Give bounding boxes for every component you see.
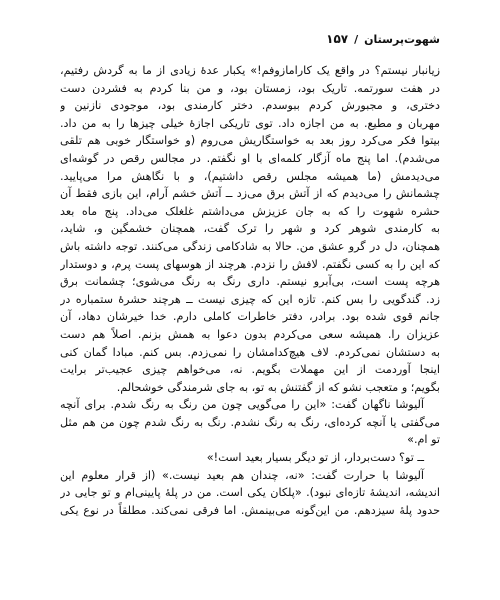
text-line: تو ام.»: [407, 433, 440, 447]
text-line: چشمانش را می‌دیدم که از آتش برق می‌زد ــ آتش خشم آرام، این بازی فقط آن: [60, 187, 440, 201]
text-line: عزیزان را. همیشه سعی می‌کردم بدون دعوا به همش بزنم. اصلاً هم دست: [60, 327, 440, 341]
text-line: به کارمندی شوهر کرد و شهر را ترک گفت، همچنان خشمگین و، شاید،: [60, 222, 440, 236]
text-line: اینجا آوردمت از این مهملات بگویم. نه، می‌خواهم چیزی عجیب‌تر برایت: [60, 363, 440, 377]
text-line: هرچه پست است، بی‌آبرو نیستم. داری رنگ به رنگ می‌شوی؛ چشمانت برق: [60, 275, 440, 289]
text-line: بگویم؛ و متعجب نشو که از گفتنش به تو، به جای شرمندگی خوشحالم.: [116, 380, 440, 394]
text-line: جانم قوی شده بود. برادر، دفتر خاطرات کاملی دارم. خدا خیرشان دهاد، آن: [60, 310, 440, 324]
text-line: زد. گندگویی را بس کنم. تازه این که چیزی نیست ــ هرچند حشرهٔ ستمباره در: [60, 292, 440, 306]
text-line: می‌دیدمش (ما همیشه مجلس رقص داشتیم)، و با نگاهش مرا می‌پایید.: [60, 169, 440, 183]
text-line: به دستشان نمی‌کردم. لاف هیچ‌کدامشان را نمی‌زدم. بس کنم. مبادا گمان کنی: [60, 345, 440, 359]
text-line: می‌شدم). اما پنج ماه آزگار کلمه‌ای با او نگفتم. در مجالس رقص در گوشه‌ای: [60, 151, 440, 165]
text-body: [60, 62, 440, 519]
text-line: می‌گفتی یا آنچه کرده‌ای، رنگ به رنگ نشدم. رنگ به رنگ شدم چون من هم مثل: [60, 415, 440, 429]
text-line: حدود پلهٔ سیزدهم. من این‌گونه می‌بینمش. اما فرقی نمی‌کند. مطلقاً در نوع یکی: [60, 503, 440, 517]
book-title: شهوت‌پرستان: [364, 32, 440, 46]
text-line: بیتوا فکر می‌کرد روز بعد به خواستگاریش می‌روم (و خواستگار خوبی هم تلقی: [60, 134, 440, 148]
text-line: همچنان، دل در گرو عشق من. حالا به شادکامی زندگی می‌کنند. توجه داشته باش: [60, 239, 440, 253]
text-line: آلیوشا با حرارت گفت: «نه، چندان هم بعید نیست.» (از قرار معلوم این: [60, 468, 424, 482]
text-line: که این را به کسی نگفتم. لافش را نزدم. هرچند از هوسهای پست پرم، و دوستدار: [60, 257, 440, 271]
text-line: در هفت سورتمه. تاریک بود، زمستان بود، و من بنا کردم به فشردن دست: [60, 81, 440, 95]
text-line: حشره شهوت را که به جان عزیزش می‌داشتم غلغلک می‌داد. پنج ماه بعد: [60, 204, 440, 218]
text-line: ــ تو؟ دست‌بردار، از تو دیگر بسیار بعید است!»: [206, 451, 424, 465]
text-line: دختری، و مجبورش کردم ببوسدم. دختر کارمندی بود، موجودی نازنین و: [60, 99, 440, 113]
text-line: اندیشه، اندیشهٔ تازه‌ای نبود). «پلکان یکی است. من در پلهٔ پایینی‌ام و تو جایی در: [60, 486, 440, 500]
text-line: مهربان و مطیع. به من اجازه داد. توی تاریکی اجازهٔ خیلی چیزها را به من داد.: [60, 116, 440, 130]
page-number: ۱۵۷: [326, 32, 349, 46]
header-separator: /: [354, 32, 359, 46]
running-head: [60, 30, 440, 48]
text-line: زیانبار نیستم؟ در واقع یک کارامازوفم!» یکبار عدهٔ زیادی از ما به گردش رفتیم،: [60, 64, 440, 77]
text-line: آلیوشا ناگهان گفت: «این را می‌گویی چون من رنگ به رنگ شدم. برای آنچه: [60, 398, 424, 412]
